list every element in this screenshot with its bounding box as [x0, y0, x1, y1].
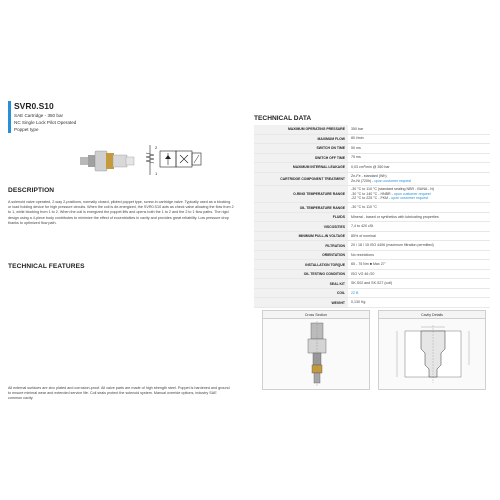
spec-label: FILTRATION	[254, 241, 348, 250]
spec-value-line: 7,4 to 420 cSt	[351, 224, 374, 229]
spec-value	[348, 203, 490, 212]
spec-value	[348, 186, 490, 203]
spec-value	[348, 163, 490, 172]
spec-value-line: -30 °C to 140 °C - HNBR - upon customer request	[351, 191, 431, 196]
technical-data-heading: TECHNICAL DATA	[254, 115, 312, 122]
spec-value-line: ISO VG 46 /20	[351, 271, 375, 276]
cavity-details-illustration	[379, 319, 486, 390]
spec-row	[254, 186, 490, 204]
spec-row	[254, 125, 490, 135]
spec-value-line: 20 / 18 / 15 ISO 4406 (maximum filtration permitted)	[351, 243, 434, 248]
spec-value-line: 50 ms	[351, 145, 361, 150]
spec-label: INSTALLATION TORQUE	[254, 260, 348, 269]
hydraulic-symbol	[140, 141, 208, 179]
spec-row	[254, 289, 490, 299]
spec-value-line: 80 l/min	[351, 136, 364, 141]
spec-value	[348, 270, 490, 279]
spec-row	[254, 279, 490, 289]
spec-value-line: 350 bar	[351, 126, 364, 131]
spec-value	[348, 222, 490, 231]
spec-value	[348, 241, 490, 250]
spec-label: SWITCH ON TIME	[254, 144, 348, 153]
spec-label: MINIMUM PULL-IN VOLTAGE	[254, 232, 348, 241]
spec-label: MAXIMUM FLOW	[254, 135, 348, 144]
spec-row	[254, 241, 490, 251]
spec-row	[254, 298, 490, 308]
spec-value-line: 22 B	[351, 290, 359, 295]
cross-section-illustration	[263, 319, 370, 390]
product-subtitle-1: SAE Cartridge - 350 bar	[14, 113, 64, 118]
spec-row	[254, 232, 490, 242]
spec-row	[254, 251, 490, 261]
spec-row	[254, 222, 490, 232]
spec-label: CARTRIDGE COMPONENT TREATMENT	[254, 173, 348, 185]
description-heading: DESCRIPTION	[8, 187, 55, 194]
spec-row	[254, 163, 490, 173]
spec-value-line: Zn-Ni (720h) - upon customer request	[351, 178, 412, 183]
spec-row	[254, 154, 490, 164]
spec-row	[254, 203, 490, 213]
spec-row	[254, 213, 490, 223]
cavity-details-drawing	[378, 310, 486, 390]
spec-value-line: -22 °C to 225 °C - FKM - upon customer request	[351, 196, 428, 201]
spec-value-line: No restrictions	[351, 252, 374, 257]
spec-label: VISCOSITIES	[254, 222, 348, 231]
cross-section-drawing	[262, 310, 370, 390]
spec-value-line: SK.S02 and SK.S27 (coil)	[351, 281, 393, 286]
spec-value-line: 0,130 Kg	[351, 300, 366, 305]
spec-value	[348, 232, 490, 241]
product-subtitle-2: NC Single Lock Pilot Operated	[14, 120, 77, 125]
spec-row	[254, 270, 490, 280]
technical-features-heading: TECHNICAL FEATURES	[8, 263, 85, 270]
spec-label: COIL	[254, 289, 348, 298]
spec-label: O-RING TEMPERATURE RANGE	[254, 186, 348, 203]
spec-row	[254, 173, 490, 186]
spec-value-line: 65 - 75 Nm ■ Max 27'	[351, 262, 386, 267]
title-accent-bar	[8, 101, 11, 133]
product-subtitle-3: Poppet type	[14, 127, 39, 132]
spec-value-line: Mineral - based or synthetics with lubricating properties	[351, 214, 439, 219]
spec-label: MAXIMUM OPERATING PRESSURE	[254, 125, 348, 134]
spec-value-line: 85% of nominal	[351, 233, 376, 238]
spec-value	[348, 279, 490, 288]
spec-value	[348, 154, 490, 163]
spec-value-line: 0,03 cm³/min @ 350 bar	[351, 164, 390, 169]
spec-row	[254, 144, 490, 154]
spec-value-line: 75 ms	[351, 155, 361, 160]
spec-value	[348, 173, 490, 185]
spec-label: MAXIMUM INTERNAL LEAKAGE	[254, 163, 348, 172]
technical-features-text: All external surfaces are zinc plated and corrosion-proof. All valve parts are made of high strength steel. Poppet is hardened and ground to ensure minimal wear and extended service life. Coil seals protect the solenoid system. Manual override options, industry SAE common cavity.	[8, 386, 230, 401]
spec-label: FLUIDS	[254, 213, 348, 222]
spec-label: SWITCH OFF TIME	[254, 154, 348, 163]
spec-label: OIL TEMPERATURE RANGE	[254, 203, 348, 212]
spec-label: SEAL KIT	[254, 279, 348, 288]
spec-label: OIL TESTING CONDITION	[254, 270, 348, 279]
cavity-details-title: Cavity Details	[379, 311, 485, 319]
spec-row	[254, 260, 490, 270]
technical-data-table	[254, 125, 490, 308]
spec-label: WEIGHT	[254, 298, 348, 307]
description-text: A solenoid valve operated, 2-way 2-positions, normally closed, piloted poppet type, screw-in cartridge valve. Typically used as a blocking or load holding device for high pressure circuits. When the coil is de-energized, the SVR0.S10 acts as check valve allowing the flow from 2 to 1, while blocking from 1 to 2. When the coil is energized the poppet lifts and opens both the 1 to 2 and the 2 to 1 flow paths. The rigid design using a 4-piece body contributes to minimize the effect of eccentricities in cavity and provides great reliability. Low pressure drop thanks to optimized flow path.	[8, 200, 234, 225]
spec-value	[348, 213, 490, 222]
spec-value-line: -30 °C to 110 °C	[351, 205, 377, 210]
spec-value	[348, 144, 490, 153]
spec-label: ORIENTATION	[254, 251, 348, 260]
spec-row	[254, 135, 490, 145]
valve-cartridge-image	[78, 143, 136, 179]
spec-value	[348, 135, 490, 144]
cross-section-title: Cross Section	[263, 311, 369, 319]
product-title: SVR0.S10	[14, 101, 54, 111]
spec-value	[348, 298, 490, 307]
spec-value-line: -30 °C to 110 °C (standard sealing NBR - BUNA - N)	[351, 187, 435, 192]
svg-text:1: 1	[155, 171, 158, 176]
spec-value	[348, 289, 490, 298]
spec-value	[348, 251, 490, 260]
spec-value-line: Zn-Fe - standard (Wh)	[351, 174, 387, 178]
spec-value	[348, 125, 490, 134]
spec-value	[348, 260, 490, 269]
svg-text:2: 2	[155, 145, 158, 150]
